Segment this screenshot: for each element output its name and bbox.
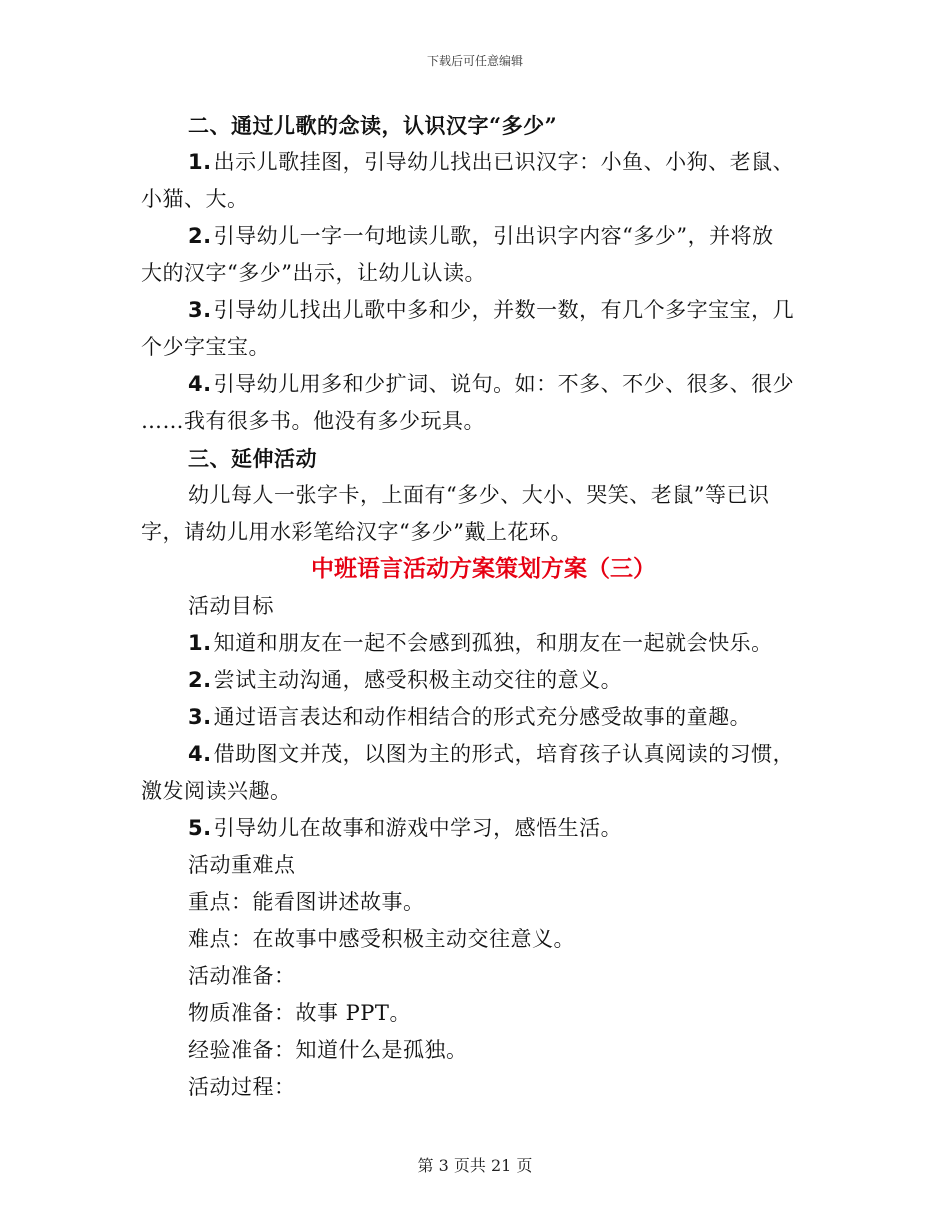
material-preparation: 物质准备：故事 PPT。 bbox=[188, 1001, 411, 1025]
list-item bbox=[141, 662, 806, 699]
page-header: 下载后可任意编辑 bbox=[426, 54, 523, 68]
item-number: 3. bbox=[188, 298, 212, 322]
preparation-label: 活动准备： bbox=[188, 964, 296, 988]
list-item bbox=[141, 625, 806, 662]
document-body bbox=[141, 107, 806, 1106]
list-item bbox=[141, 810, 806, 847]
keypoints-label: 活动重难点 bbox=[188, 853, 296, 877]
list-item bbox=[141, 366, 806, 403]
item-text: 引导幼儿用多和少扩词、说句。如：不多、不少、很多、很少 bbox=[213, 372, 795, 396]
process-label: 活动过程： bbox=[188, 1075, 296, 1099]
item-text: 引导幼儿在故事和游戏中学习，感悟生活。 bbox=[213, 816, 623, 840]
item-continuation: 小猫、大。 bbox=[141, 187, 249, 211]
paragraph-continuation: 字，请幼儿用水彩笔给汉字“多少”戴上花环。 bbox=[141, 520, 572, 544]
section-heading: 二、通过儿歌的念读，认识汉字“多少” bbox=[188, 113, 558, 138]
page-footer: 第 3 页共 21 页 bbox=[417, 1156, 533, 1175]
item-continuation: 大的汉字“多少”出示，让幼儿认读。 bbox=[141, 261, 486, 285]
section-heading: 三、延伸活动 bbox=[188, 446, 317, 471]
item-text: 尝试主动沟通，感受积极主动交往的意义。 bbox=[213, 668, 623, 692]
item-number: 5. bbox=[188, 816, 212, 840]
list-item bbox=[141, 736, 806, 773]
goals-label: 活动目标 bbox=[188, 594, 274, 618]
experience-preparation: 经验准备：知道什么是孤独。 bbox=[188, 1038, 468, 1062]
item-number: 4. bbox=[188, 742, 212, 766]
item-text: 出示儿歌挂图，引导幼儿找出已识汉字：小鱼、小狗、老鼠、 bbox=[213, 150, 795, 174]
item-number: 2. bbox=[188, 668, 212, 692]
item-number: 2. bbox=[188, 224, 212, 248]
item-text: 通过语言表达和动作相结合的形式充分感受故事的童趣。 bbox=[213, 705, 752, 729]
item-continuation: 个少字宝宝。 bbox=[141, 335, 270, 359]
list-item bbox=[141, 218, 806, 255]
item-number: 4. bbox=[188, 372, 212, 396]
item-number: 1. bbox=[188, 150, 212, 174]
plan-title: 中班语言活动方案策划方案（三） bbox=[311, 556, 656, 582]
key-point: 重点：能看图讲述故事。 bbox=[188, 890, 425, 914]
list-item bbox=[141, 699, 806, 736]
list-item bbox=[141, 292, 806, 329]
paragraph: 幼儿每人一张字卡，上面有“多少、大小、哭笑、老鼠”等已识 bbox=[188, 483, 770, 507]
item-text: 引导幼儿一字一句地读儿歌，引出识字内容“多少”，并将放 bbox=[213, 224, 774, 248]
item-continuation: 激发阅读兴趣。 bbox=[141, 779, 292, 803]
item-text: 引导幼儿找出儿歌中多和少，并数一数，有几个多字宝宝，几 bbox=[213, 298, 795, 322]
item-text: 借助图文并茂，以图为主的形式，培育孩子认真阅读的习惯， bbox=[213, 742, 795, 766]
difficulty-point: 难点：在故事中感受积极主动交往意义。 bbox=[188, 927, 575, 951]
list-item bbox=[141, 144, 806, 181]
item-number: 3. bbox=[188, 705, 212, 729]
item-continuation: ……我有很多书。他没有多少玩具。 bbox=[141, 409, 485, 433]
item-text: 知道和朋友在一起不会感到孤独，和朋友在一起就会快乐。 bbox=[213, 631, 773, 655]
item-number: 1. bbox=[188, 631, 212, 655]
